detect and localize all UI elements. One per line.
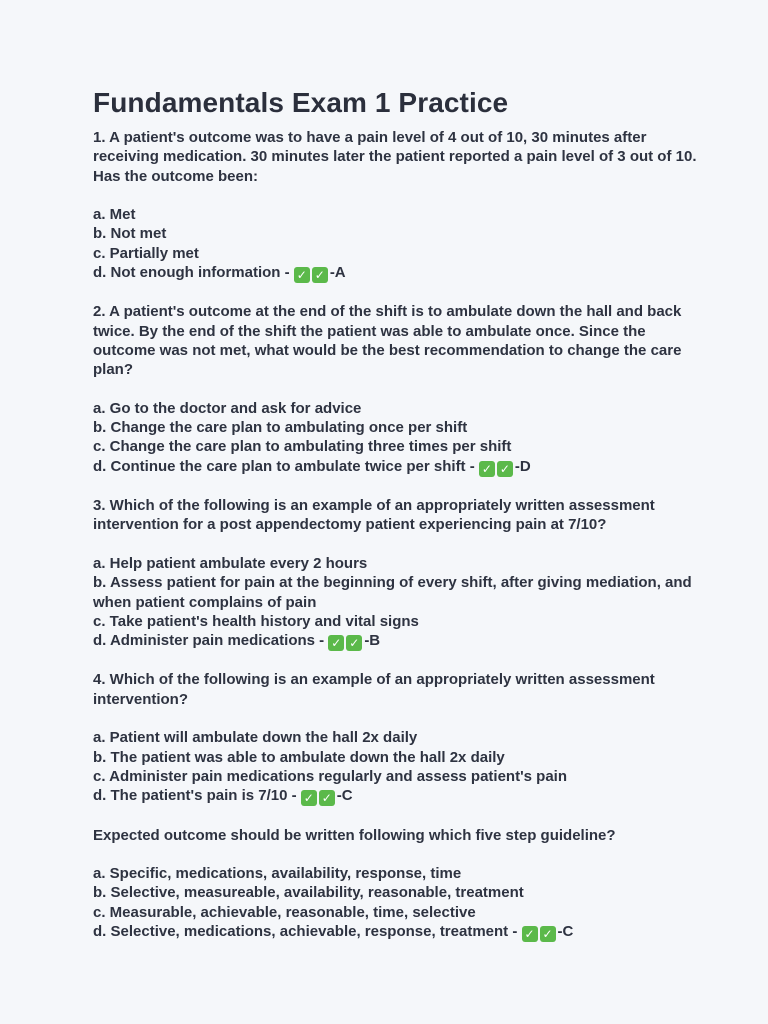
check-mark-icon: ✓ <box>497 461 513 477</box>
options-list <box>93 554 708 651</box>
option-d-text: d. Administer pain medications - <box>93 632 329 650</box>
question-5 <box>93 826 708 942</box>
option-d <box>93 631 708 651</box>
option-d-text: d. Selective, medications, achievable, response, treatment - <box>93 922 522 940</box>
option-a: a. Help patient ambulate every 2 hours <box>93 554 368 572</box>
check-mark-icon: ✓ <box>522 926 538 942</box>
option-d-text: d. Not enough information - <box>93 264 294 282</box>
question-text: 1. A patient's outcome was to have a pain level of 4 out of 10, 30 minutes after receiving medication. 30 minutes later the patient reported a pain level of 3 out of 10. Has the outcome been: <box>93 129 697 185</box>
check-mark-icon: ✓ <box>319 790 335 806</box>
question-4 <box>93 670 708 806</box>
answer-label: -C <box>557 922 574 940</box>
option-d-text: d. Continue the care plan to ambulate twice per shift - <box>93 457 479 475</box>
option-c: c. Measurable, achievable, reasonable, time, selective <box>93 903 476 921</box>
options-list <box>93 864 708 942</box>
check-mark-icon: ✓ <box>328 635 344 651</box>
check-mark-icon: ✓ <box>346 635 362 651</box>
question-text: Expected outcome should be written following which five step guideline? <box>93 826 616 844</box>
option-c: c. Administer pain medications regularly and assess patient's pain <box>93 767 567 785</box>
options-list <box>93 205 708 283</box>
option-d <box>93 263 708 283</box>
question-2 <box>93 302 708 476</box>
answer-label: -B <box>364 632 381 650</box>
option-a: a. Specific, medications, availability, response, time <box>93 865 462 883</box>
page-title: Fundamentals Exam 1 Practice <box>93 87 509 118</box>
question-text: 2. A patient's outcome at the end of the shift is to ambulate down the hall and back twice. By the end of the shift the patient was able to ambulate once. Since the outcome was not met, what would be the best recommendation to change the care plan? <box>93 303 682 379</box>
option-c: c. Change the care plan to ambulating three times per shift <box>93 438 512 456</box>
check-mark-icon: ✓ <box>294 267 310 283</box>
option-a: a. Patient will ambulate down the hall 2x daily <box>93 729 418 747</box>
option-c: c. Take patient's health history and vital signs <box>93 612 419 630</box>
options-list <box>93 728 708 806</box>
answer-label: -A <box>329 264 346 282</box>
option-b: b. Selective, measureable, availability, reasonable, treatment <box>93 884 524 902</box>
option-b: b. Not met <box>93 225 167 243</box>
answer-label: -D <box>514 457 531 475</box>
option-a: a. Met <box>93 206 136 224</box>
option-d <box>93 457 708 477</box>
question-text: 3. Which of the following is an example of an appropriately written assessment intervention for a post appendectomy patient experiencing pain at 7/10? <box>93 497 655 534</box>
check-mark-icon: ✓ <box>540 926 556 942</box>
check-mark-icon: ✓ <box>312 267 328 283</box>
option-b: b. Assess patient for pain at the beginning of every shift, after giving mediation, and when patient complains of pain <box>93 574 692 611</box>
question-3 <box>93 496 708 651</box>
question-text: 4. Which of the following is an example of an appropriately written assessment intervention? <box>93 671 655 708</box>
option-d <box>93 922 708 942</box>
question-1 <box>93 128 708 283</box>
check-mark-icon: ✓ <box>301 790 317 806</box>
answer-label: -C <box>336 787 353 805</box>
option-b: b. Change the care plan to ambulating once per shift <box>93 419 468 437</box>
options-list <box>93 399 708 477</box>
option-b: b. The patient was able to ambulate down the hall 2x daily <box>93 748 505 766</box>
option-c: c. Partially met <box>93 244 199 262</box>
option-a: a. Go to the doctor and ask for advice <box>93 399 362 417</box>
check-mark-icon: ✓ <box>479 461 495 477</box>
option-d <box>93 786 708 806</box>
option-d-text: d. The patient's pain is 7/10 - <box>93 787 301 805</box>
